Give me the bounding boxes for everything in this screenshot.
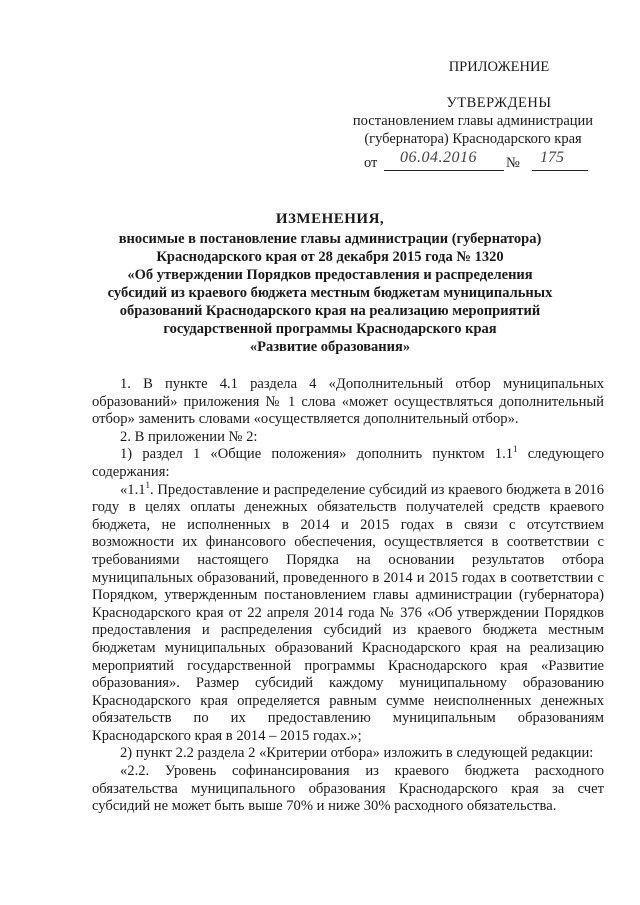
paragraph-4-text: . Предоставление и распределение субсидий из краевого бюджета в 2016 году в целях оплаты денежных обязательств получателей средств краевого бюджета, не исполненных в 2014 и 2015 годах в связи с отсутствием возможности их финансового обеспечения, осуществляется в соответствии с требованиями настоящего Порядка на основании результатов отбора муниципальных образований, проведенного в 2014 и 2015 годах в соответствии с Порядком, утвержденным постановлением главы администрации (губернатора) Краснодарского края от 22 апреля 2014 года № 376 «Об утверждении Порядков предоставления и распределения субсидий из краевого бюджета местным бюджетам муниципальных образований Краснодарского края на реализацию мероприятий государственной программы Краснодарского края «Развитие образования». Размер субсидий каждому муниципальному образованию Краснодарского края определяется равным сумме неисполненных денежных обязательств по их предоставлению муниципальным образованиям Краснодарского края в 2014 – 2015 годах.»; bbox=[92, 481, 604, 744]
heading-line: «Об утверждении Порядков предоставления и распределения bbox=[127, 267, 533, 283]
from-label: от bbox=[364, 155, 378, 171]
paragraph-3-text: 1) раздел 1 «Общие положения» дополнить пунктом 1.1 bbox=[120, 446, 514, 463]
paragraph-3-text-end: следующего содержания: bbox=[92, 446, 604, 480]
paragraph-4 bbox=[92, 479, 604, 746]
date-number-line bbox=[348, 149, 598, 174]
number-label: № bbox=[506, 155, 520, 171]
paragraph-5: 2) пункт 2.2 раздела 2 «Критерии отбора» изложить в следующей редакции: bbox=[120, 745, 594, 762]
date-underline bbox=[384, 170, 504, 171]
heading-line: государственной программы Краснодарского края bbox=[163, 321, 497, 337]
appendix-label: ПРИЛОЖЕНИЕ bbox=[448, 59, 550, 75]
heading-title: ИЗМЕНЕНИЯ, bbox=[275, 211, 385, 227]
paragraph-1: 1. В пункте 4.1 раздела 4 «Дополнительный отбор муниципальных образований» приложения № 1 слова «может осуществляться дополнительный отбор» заменить словами «осуществляется дополнительный отбор». bbox=[92, 376, 604, 428]
superscript: 1 bbox=[513, 444, 518, 455]
number-underline bbox=[532, 170, 588, 171]
paragraph-3 bbox=[92, 446, 604, 481]
approved-label: УТВЕРЖДЕНЫ bbox=[446, 95, 552, 111]
heading-line: «Развитие образования» bbox=[249, 339, 411, 355]
approval-line-2: (губернатора) Краснодарского края bbox=[364, 131, 582, 147]
approval-line-1: постановлением главы администрации bbox=[352, 113, 594, 129]
paragraph-4-number: «1.1 bbox=[120, 481, 146, 498]
handwritten-date: 06.04.2016 bbox=[400, 149, 477, 166]
heading-line: субсидий из краевого бюджета местным бюджетам муниципальных bbox=[107, 285, 553, 301]
paragraph-2: 2. В приложении № 2: bbox=[120, 428, 258, 445]
heading-line: образований Краснодарского края на реализацию мероприятий bbox=[119, 303, 541, 319]
superscript: 1 bbox=[145, 479, 151, 490]
document-body bbox=[92, 376, 604, 816]
heading-line: Краснодарского края от 28 декабря 2015 года № 1320 bbox=[156, 249, 504, 265]
paragraph-6: «2.2. Уровень софинансирования из краевого бюджета расходного обязательства муниципального образования Краснодарского края за счет субсидий не может быть выше 70% и ниже 30% расходного обязательства. bbox=[92, 763, 604, 815]
heading-line: вносимые в постановление главы администрации (губернатора) bbox=[118, 231, 542, 247]
handwritten-number: 175 bbox=[540, 149, 564, 166]
approval-block bbox=[348, 58, 598, 174]
document-heading bbox=[60, 210, 600, 356]
